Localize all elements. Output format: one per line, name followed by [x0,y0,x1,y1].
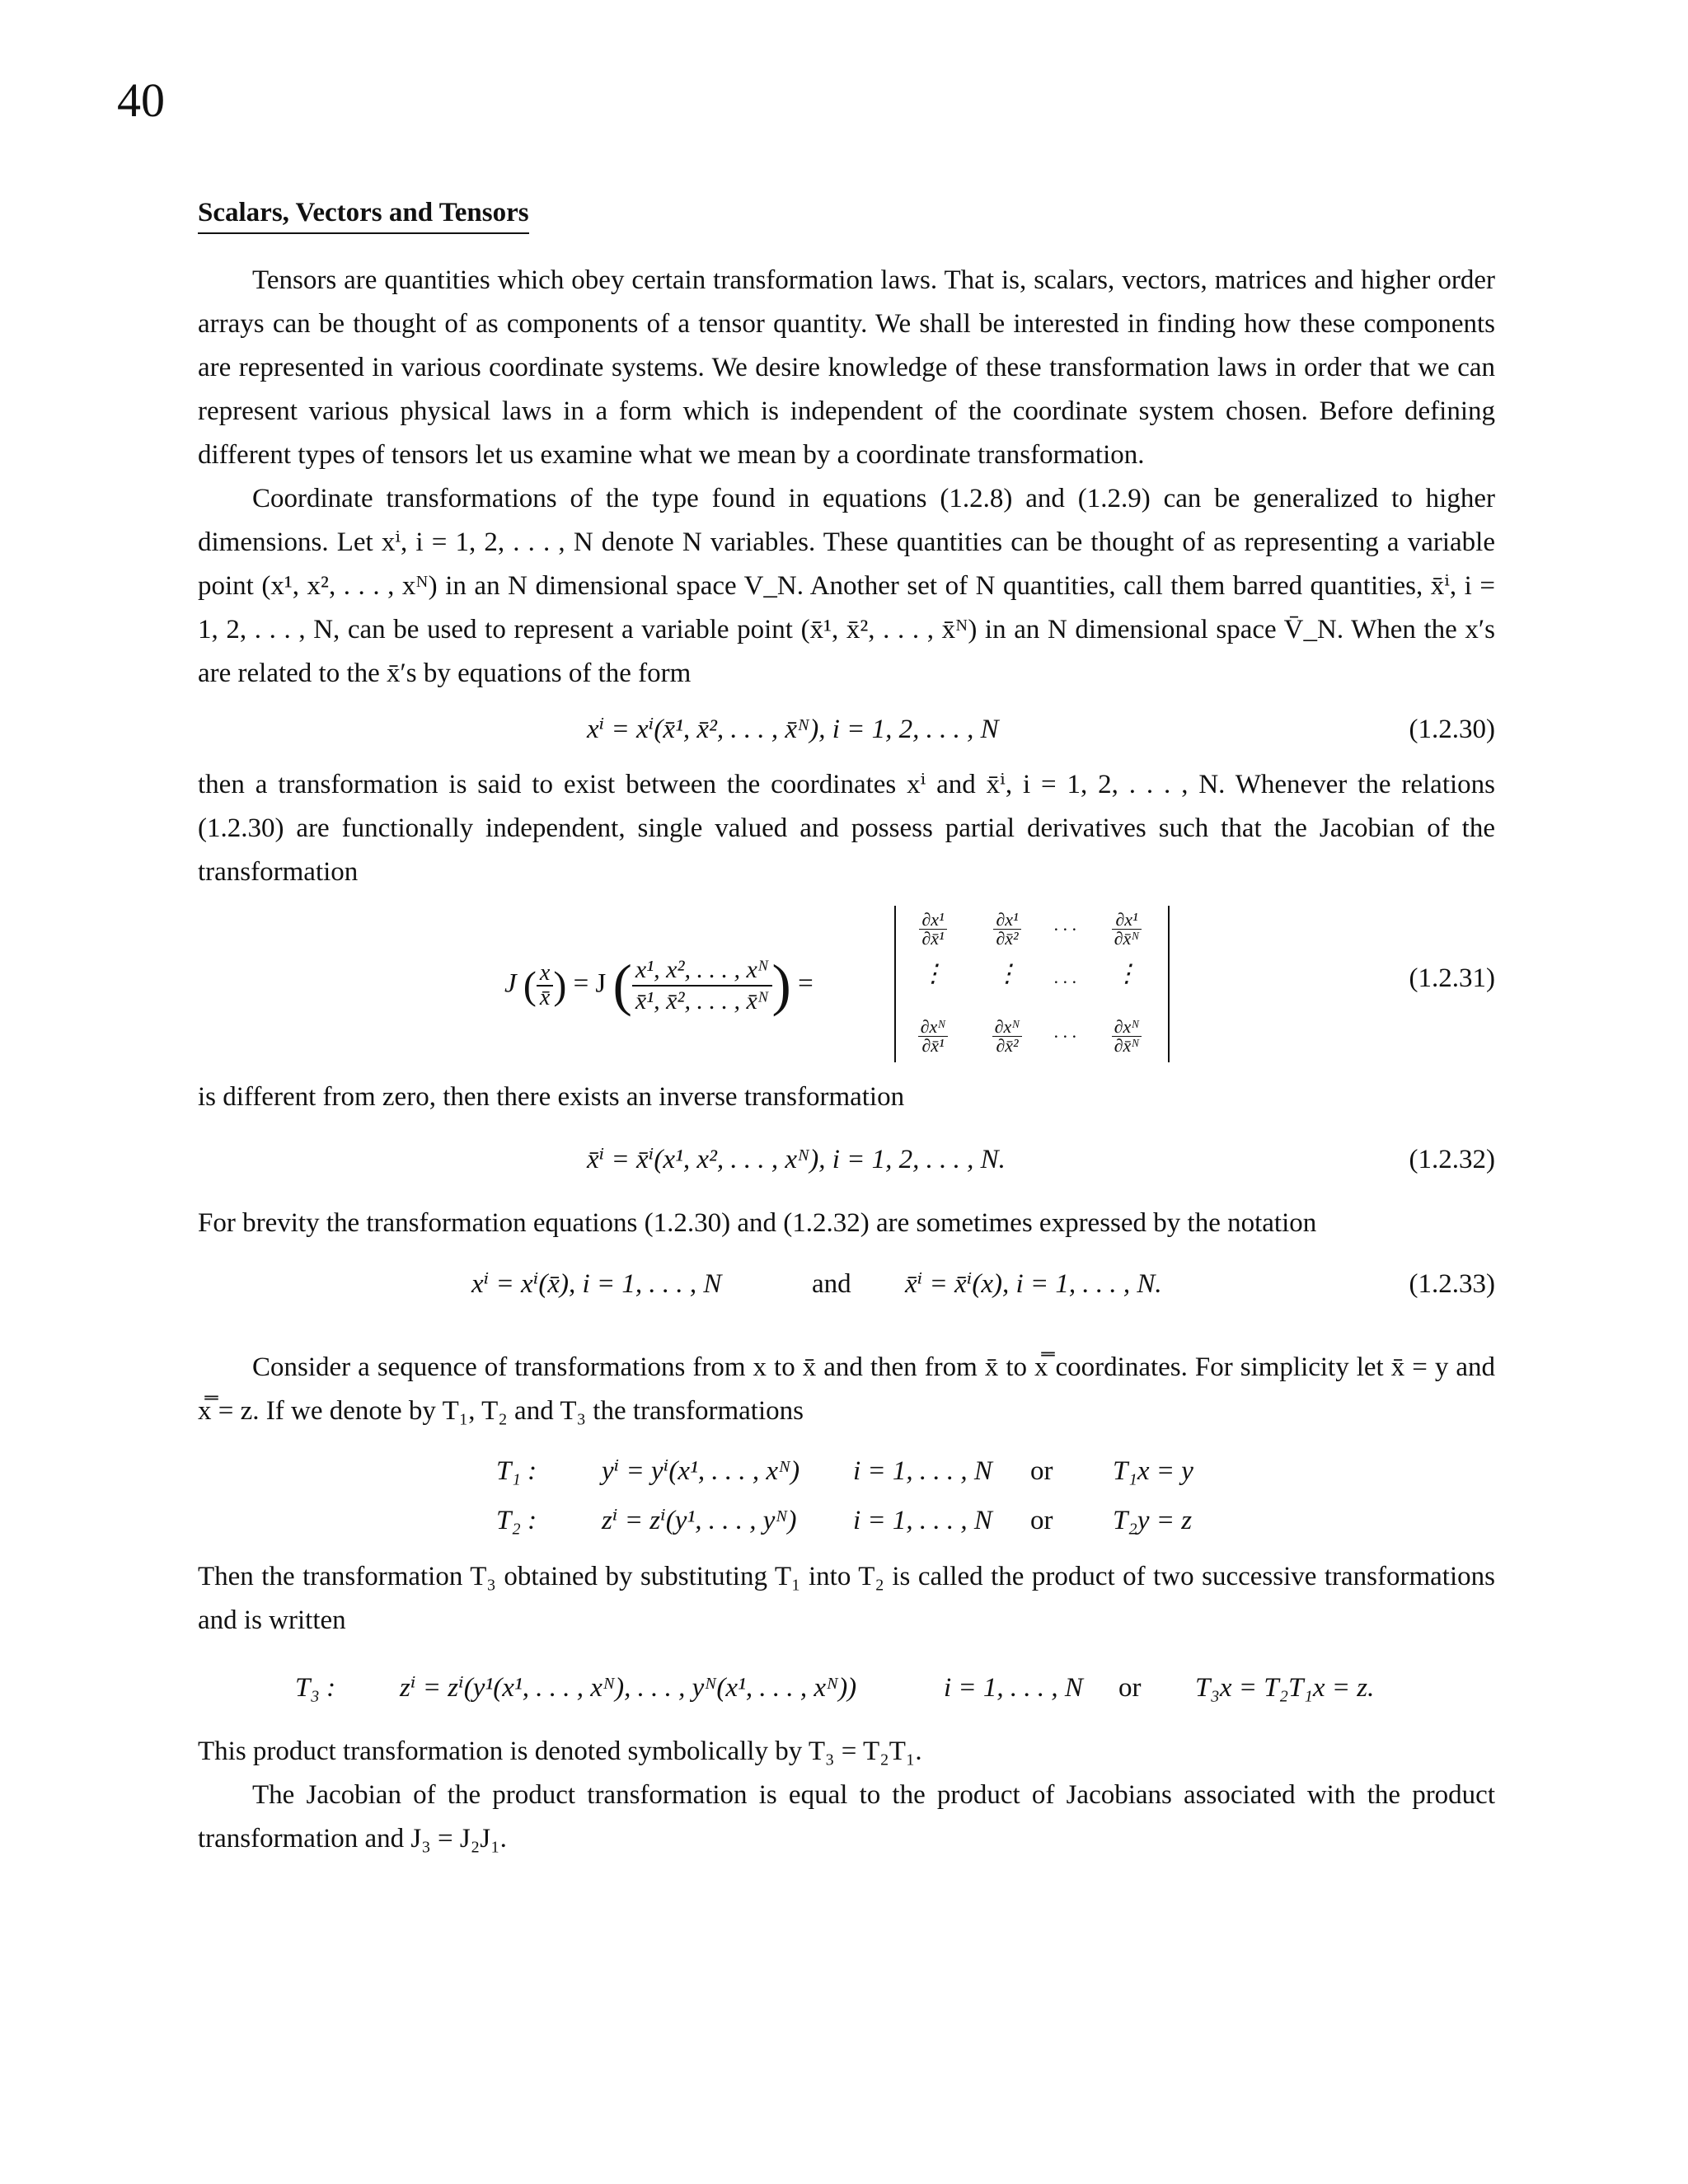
long-arg-numerator: x¹, x², . . . , xᴺ [632,955,772,987]
paragraph-transformation-exists: then a transformation is said to exist between the coordinates xⁱ and x̄ⁱ, i = 1, 2, . . . , N. Whenever the relations (1.2.30) are functionally independent, single valued and possess partial derivatives such that the Jacobian of the transformation [198,770,1495,887]
equation-body: xⁱ = xⁱ(x̄¹, x̄², . . . , x̄ᴺ), i = 1, 2, . . . , N [587,715,999,744]
t2-range: i = 1, . . . , N [853,1506,992,1535]
det-cell-r3c4: $\frac{\text{∂xᴺ}}{\text{∂x̄ᴺ}}$ [1098,1018,1156,1057]
paragraph-brevity: For brevity the transformation equations (1.2.30) and (1.2.32) are sometimes expressed by the notation [198,1208,1317,1238]
paragraph-inverse: is different from zero, then there exists an inverse transformation [198,1082,905,1112]
transform-t1-row [198,1446,1495,1496]
paragraph-symbolic: This product transformation is denoted symbolically by T₃ = T₂T₁. [198,1736,922,1766]
t3-range: i = 1, . . . , N [944,1673,1083,1703]
transformations-t1-t2 [198,1440,1495,1547]
page-number: 40 [117,73,165,127]
equation-number: (1.2.32) [1409,1145,1495,1174]
det-cell-r2c3: · · · [1053,972,1076,992]
jacobian-short-arg [537,962,553,1010]
transform-t2-row [198,1496,1495,1545]
jacobian-symbol: J [504,968,517,999]
t2-or: or [1030,1506,1053,1535]
t3-label: T₃ : [295,1673,336,1703]
long-arg-denominator: x̄¹, x̄², . . . , x̄ᴺ [635,987,769,1015]
equation-1-2-32 [198,1132,1495,1187]
t3-or: or [1118,1673,1142,1703]
equation-body: x̄ⁱ = x̄ⁱ(x¹, x², . . . , xᴺ), i = 1, 2, . . . , N. [587,1145,1006,1174]
jacobian-determinant [894,906,1170,1062]
t1-or: or [1030,1456,1053,1486]
det-cell-r3c1: $\frac{\text{∂xᴺ}}{\text{∂x̄¹}}$ [904,1018,962,1057]
det-cell-r3c3: · · · [1053,1026,1076,1047]
equation-right: x̄ⁱ = x̄ⁱ(x), i = 1, . . . , N. [905,1269,1162,1299]
paragraph-sequence: Consider a sequence of transformations from x to x̄ and then from x̄ to x̿ coordinates. For simplicity let x̄ = y and x̿ = z. If we denote by T₁, T₂ and T₃ the transformations [198,1352,1495,1426]
t2-alt: T₂y = z [1113,1506,1193,1535]
equation-1-2-30 [198,702,1495,757]
t2-equation: zⁱ = zⁱ(y¹, . . . , yᴺ) [602,1506,797,1535]
det-vdots-c4: ⋮ [1114,960,1139,987]
t1-label: T₁ : [496,1456,537,1486]
t3-alt: T₃x = T₂T₁x = z. [1195,1673,1375,1703]
equation-left: xⁱ = xⁱ(x̄), i = 1, . . . , N [471,1269,722,1299]
paragraph-intro: Tensors are quantities which obey certain transformation laws. That is, scalars, vectors, matrices and higher order arrays can be thought of as components of a tensor quantity. We shall be interested in finding how these components are represented in various coordinate systems. We desire knowledge of these transformation laws in order that we can represent various physical laws in a form which is independent of the coordinate system chosen. Before defining different types of tensors let us examine what we mean by a coordinate transformation. [198,265,1495,470]
det-cell-r1c1: $\frac{\text{∂x¹}}{\text{∂x̄¹}}$ [904,911,962,949]
equation-and: and [812,1269,851,1299]
t2-label: T₂ : [496,1506,537,1535]
transform-t3-row [198,1652,1495,1723]
jacobian-lhs: J ( $\frac{x}{x̄}$ ) = J ( $\frac{\text{x¹, x², . . . , xᴺ}}{\text{x̄¹, x̄², . . . , x̄ᴺ}}$ ) = [504,954,814,1018]
det-cell-r3c2: $\frac{\text{∂xᴺ}}{\text{∂x̄²}}$ [978,1018,1036,1057]
equation-1-2-31 [198,906,1495,1071]
jacobian-long-arg [632,955,772,1016]
main-content [198,191,1495,1861]
short-arg-denominator: x̄ [539,985,551,1010]
t3-equation: zⁱ = zⁱ(y¹(x¹, . . . , xᴺ), . . . , yᴺ(x¹, . . . , xᴺ)) [400,1673,857,1703]
paragraph-product: Then the transformation T₃ obtained by substituting T₁ into T₂ is called the product of two successive transformations and is written [198,1562,1495,1635]
equation-1-2-33 [198,1257,1495,1311]
paragraph-jacobian-product: The Jacobian of the product transformation is equal to the product of Jacobians associated with the product transformation and J₃ = J₂J₁. [198,1780,1495,1854]
det-cell-r1c4: $\frac{\text{∂x¹}}{\text{∂x̄ᴺ}}$ [1098,911,1156,949]
det-vdots-c2: ⋮ [995,960,1020,987]
t1-alt: T₁x = y [1113,1456,1193,1486]
jacobian-equals-j: = J [573,968,607,999]
equation-number: (1.2.30) [1409,715,1495,744]
t1-equation: yⁱ = yⁱ(x¹, . . . , xᴺ) [602,1456,800,1486]
det-cell-r1c3: · · · [1053,919,1076,940]
det-vdots-c1: ⋮ [921,960,945,987]
equation-number: (1.2.33) [1409,1269,1495,1299]
short-arg-numerator: x [537,962,553,987]
t1-range: i = 1, . . . , N [853,1456,992,1486]
paragraph-coordinate-transformations: Coordinate transformations of the type found in equations (1.2.8) and (1.2.9) can be generalized to higher dimensions. Let xⁱ, i = 1, 2, . . . , N denote N variables. These quantities can be thought of as representing a variable point (x¹, x², . . . , xᴺ) in an N dimensional space V_N. Another set of N quantities, call them barred quantities, x̄ⁱ, i = 1, 2, . . . , N, can be used to represent a variable point (x̄¹, x̄², . . . , x̄ᴺ) in an N dimensional space V̄_N. When the x′s are related to the x̄′s by equations of the form [198,484,1495,688]
equation-number: (1.2.31) [1409,963,1495,993]
det-cell-r1c2: $\frac{\text{∂x¹}}{\text{∂x̄²}}$ [978,911,1036,949]
section-title: Scalars, Vectors and Tensors [198,194,529,234]
